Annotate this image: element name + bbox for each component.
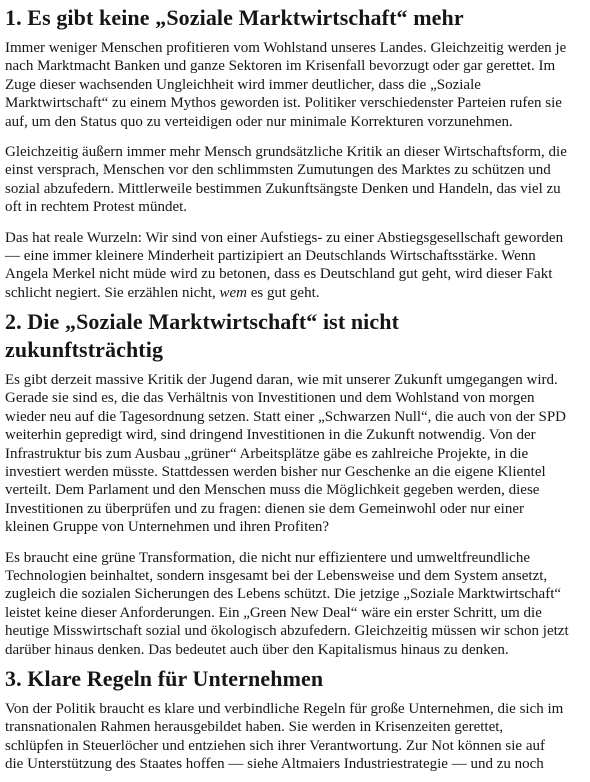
heading-line: 1. Es gibt keine „Soziale Marktwirtschaft“ mehr [5, 5, 464, 30]
paragraph [5, 700, 587, 774]
section-heading [5, 665, 587, 693]
text-line: Von der Politik braucht es klare und verbindliche Regeln für große Unternehmen, die sich im [5, 700, 564, 717]
text-line: leistet keine dieser Anforderungen. Ein „Green New Deal“ wäre ein erster Schritt, um die [5, 604, 542, 621]
text-line: die Unterstützung des Staates hoffen — siehe Altmaiers Industriestrategie — und zu noch [5, 756, 544, 773]
text-line: heutige Misswirtschaft sozial und ökologisch abzufedern. Gleichzeitig müssen wir schon jetzt [5, 623, 569, 640]
text-line: sozial abzufedern. Mittlerweile bestimmen Zukunftsängste Denken und Handeln, das viel zu [5, 180, 561, 197]
text-segment: es gut geht. [247, 284, 320, 301]
heading-line: zukunftsträchtig [5, 337, 164, 363]
text-segment: schlicht negiert. Sie erzählen nicht, [5, 284, 220, 301]
paragraph [5, 39, 587, 131]
text-line: Investitionen zu überprüfen und zu fragen: dienen sie dem Gemeinwohl oder nur einer [5, 500, 524, 517]
heading-line: 2. Die „Soziale Marktwirtschaft“ ist nicht [5, 309, 400, 335]
text-line: schlüpfen in Steuerlöcher und entziehen sich ihrer Verantwortung. Zur Not können sie auf [5, 737, 545, 754]
paragraph [5, 143, 587, 217]
section-3 [5, 665, 587, 774]
text-line: weiterhin gepredigt wird, sind dringend Investitionen in die Zukunft notwendig. Von der [5, 427, 536, 444]
text-line: transnationalen Rahmen herausgebildet haben. Sie werden in Krisenzeiten gerettet, [5, 719, 504, 736]
heading-line: 3. Klare Regeln für Unternehmen [5, 665, 324, 691]
text-line: Das hat reale Wurzeln: Wir sind von einer Aufstiegs- zu einer Abstiegsgesellschaft geworden [5, 229, 564, 246]
section-1 [5, 4, 587, 302]
paragraph [5, 549, 587, 659]
text-line: nach Marktmacht Banken und ganze Sektoren im Krisenfall bevorzugt oder gar gerettet. Im [5, 58, 556, 75]
emphasized-word: wem [219, 284, 248, 301]
section-2 [5, 308, 587, 659]
text-line: kleinen Gruppe von Unternehmen und ihren Profiten? [5, 519, 330, 536]
paragraph [5, 229, 587, 303]
text-line [5, 284, 320, 302]
text-line: Technologien beinhaltet, sondern insgesamt bei der Lebensweise und dem System ansetzt, [5, 567, 548, 584]
text-line: oft in rechtem Protest mündet. [5, 199, 188, 216]
text-line: Es gibt derzeit massive Kritik der Jugend daran, wie mit unserer Zukunft umgegangen wird. [5, 372, 558, 389]
text-line: investiert werden müsste. Stattdessen werden bisher nur Geschenke an die eigene Klientel [5, 464, 546, 481]
text-line: Infrastruktur bis zum Ausbau „grüner“ Arbeitsplätze gäbe es zahlreiche Projekte, in die [5, 445, 529, 462]
text-line: Gleichzeitig äußern immer mehr Mensch grundsätzliche Kritik an dieser Wirtschaftsform, die [5, 143, 567, 160]
text-line: Es braucht eine grüne Transformation, die nicht nur effizientere und umweltfreundliche [5, 549, 530, 566]
text-line: Marktwirtschaft“ zu einem Mythos geworden ist. Politiker verschiedenster Parteien rufen sie [5, 95, 562, 112]
text-line: wieder neu auf die Tagesordnung setzen. Statt einer „Schwarzen Null“, die auch von der SPD [5, 408, 566, 425]
paragraph [5, 371, 587, 537]
text-line: zugleich die sozialen Sicherungen des Lebens schützt. Die jetzige „Soziale Marktwirtschaft“ [5, 586, 562, 603]
text-line: einst versprach, Menschen vor den schlimmsten Zumutungen des Marktes zu schützen und [5, 162, 551, 179]
text-line: darüber hinaus denken. Das bedeutet auch über den Kapitalismus hinaus zu denken. [5, 641, 509, 658]
section-heading [5, 308, 587, 364]
text-line: — eine immer kleinere Minderheit partizipiert an Deutschlands Wirtschaftsstärke. Wenn [5, 247, 536, 264]
text-line: auf, um den Status quo zu verteidigen oder nur minimale Korrekturen vorzunehmen. [5, 113, 513, 130]
section-heading [5, 4, 587, 32]
text-line: Immer weniger Menschen profitieren vom Wohlstand unseres Landes. Gleichzeitig werden je [5, 40, 567, 56]
text-line: Angela Merkel nicht müde wird zu betonen, dass es Deutschland gut geht, wird dieser Fakt [5, 266, 553, 283]
text-line: Gerade sie sind es, die das Verhältnis von Investitionen und dem Wohlstand von morgen [5, 390, 535, 407]
text-line: verteilt. Dem Parlament und den Menschen muss die Möglichkeit gegeben werden, diese [5, 482, 540, 499]
text-line: Zuge dieser wachsenden Ungleichheit wird immer deutlicher, dass die „Soziale [5, 76, 481, 93]
